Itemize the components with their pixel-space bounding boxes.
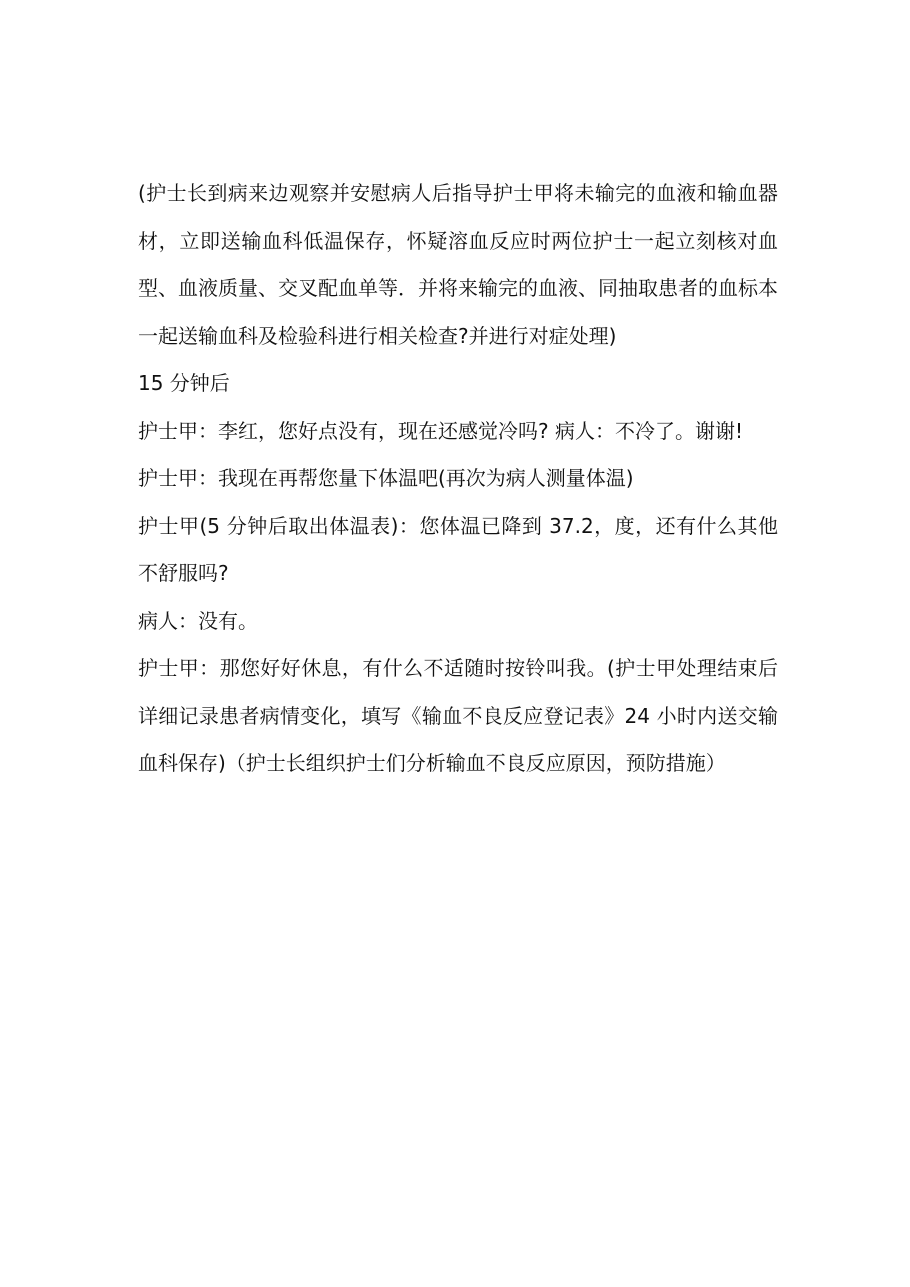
paragraph-closing-notes: 护士甲：那您好好休息，有什么不适随时按铃叫我。(护士甲处理结束后详细记录患者病情变化，填写《输血不良反应登记表》24 小时内送交输血科保存)（护士长组织护士们分析输血不良反应原因，预防措施） (138, 656, 778, 775)
paragraph-patient-reply: 病人：没有。 (138, 608, 258, 633)
paragraph-head-nurse-instructions: (护士长到病来边观察并安慰病人后指导护士甲将未输完的血液和输血器材，立即送输血科低温保存，怀疑溶血反应时两位护士一起立刻核对血型、血液质量、交叉配血单等．并将来输完的血液、同抽取患者的血标本一起送输血科及检验科进行相关检查?并进行对症处理) (138, 181, 778, 348)
document-body (138, 170, 778, 788)
paragraph-time-marker: 15 分钟后 (138, 371, 230, 395)
paragraph-dialogue-temperature-result: 护士甲(5 分钟后取出体温表)：您体温已降到 37.2，度，还有什么其他不舒服吗? (138, 513, 778, 585)
paragraph-dialogue-feeling-cold: 护士甲：李红，您好点没有，现在还感觉冷吗? 病人：不冷了。谢谢! (138, 418, 743, 443)
paragraph-dialogue-measure-temperature: 护士甲：我现在再帮您量下体温吧(再次为病人测量体温) (138, 466, 634, 490)
